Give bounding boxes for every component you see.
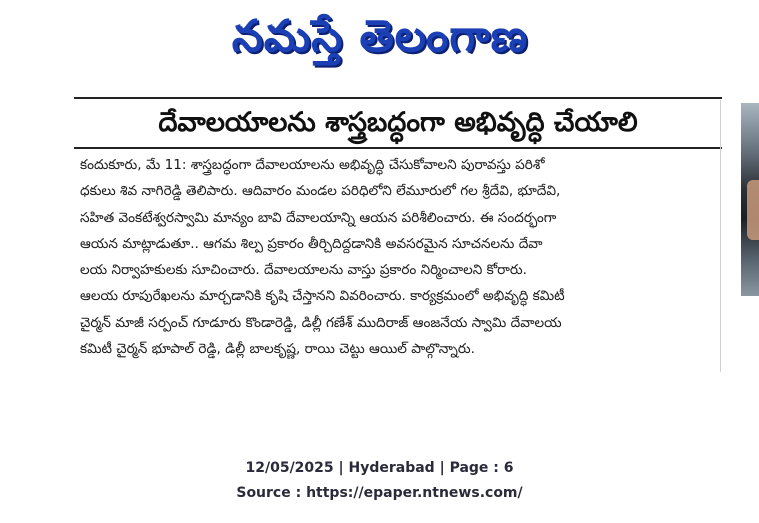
headline-bottom-rule: [74, 147, 722, 149]
article-line: కందుకూరు, మే 11: శాస్త్రబద్ధంగా దేవాలయాలను అభివృద్ధి చేసుకోవాలని పురావస్తు పరిశో: [80, 157, 545, 173]
article-body: [80, 152, 720, 362]
newspaper-masthead: నమస్తే తెలంగాణ: [231, 11, 529, 62]
footer-dateline: 12/05/2025 | Hyderabad | Page : 6: [245, 460, 514, 476]
article-line: ఆయన మాట్లాడుతూ.. ఆగమ శిల్ప ప్రకారం తీర్చిదిద్దడానికి అవసరమైన సూచనలను దేవా: [80, 235, 543, 252]
article-line: చైర్మన్ మాజీ సర్పంచ్ గూడూరు కొండారెడ్డి, డిల్లీ గణేశ్ ముదిరాజ్ ఆంజనేయ స్వామి దేవాలయ: [80, 314, 562, 331]
column-divider: [720, 100, 721, 372]
article-line: లయ నిర్వాహకులకు సూచించారు. దేవాలయాలను వాస్తు ప్రకారం నిర్మించాలని కోరారు.: [80, 262, 527, 279]
footer-source: Source : https://epaper.ntnews.com/: [236, 485, 523, 501]
article-line: కమిటీ చైర్మన్ భూపాల్ రెడ్డి, డిల్లీ బాలకృష్ణ, రాయి చెట్టు ఆయిల్ పాల్గొన్నారు.: [80, 341, 475, 358]
headline-top-rule: [74, 97, 722, 99]
article-line: ఆలయ రూపురేఖలను మార్చడానికి కృషి చేస్తానని వివరించారు. కార్యక్రమంలో అభివృద్ధి కమిటీ: [80, 288, 565, 305]
article-line: సహిత వెంకటేశ్వరస్వామి మాన్యం బావి దేవాలయాన్ని ఆయన పరిశీలించారు. ఈ సందర్భంగా: [80, 209, 557, 226]
article-line: ధకులు శివ నాగిరెడ్డి తెలిపారు. ఆదివారం మండల పరిధిలోని లేమూరులో గల శ్రీదేవి, భూదేవి,: [80, 183, 561, 200]
adjacent-photo-detail: [747, 180, 759, 240]
article-headline: దేవాలయాలను శాస్త్రబద్ధంగా అభివృద్ధి చేయాలి: [158, 107, 638, 138]
